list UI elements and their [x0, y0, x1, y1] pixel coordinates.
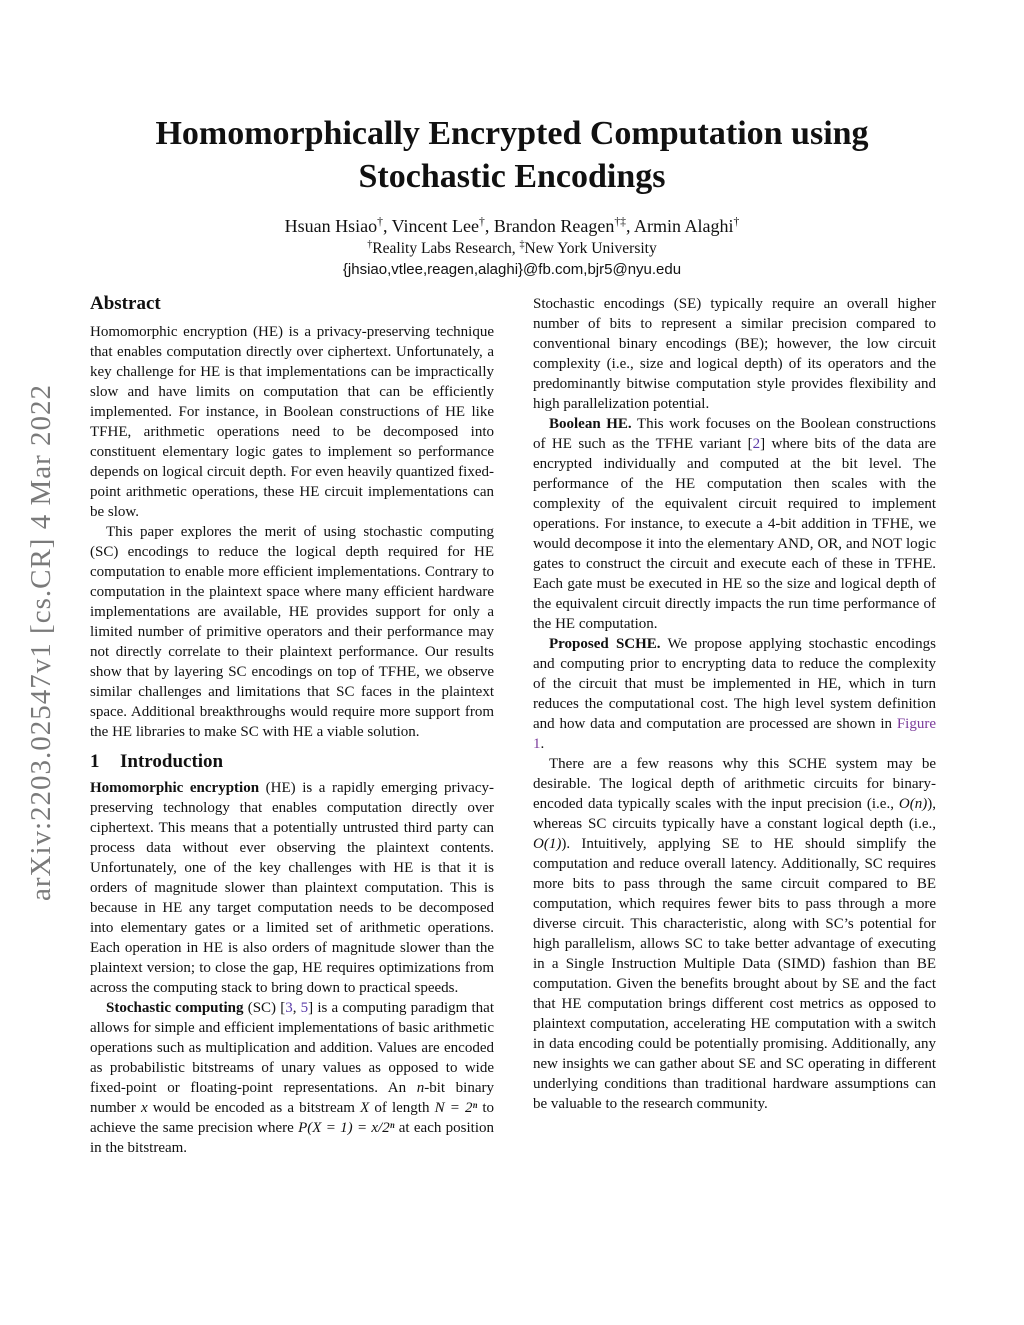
paragraph-text: ). Intuitively, applying SE to HE should simplify the computation and reduce overall latency. Additionally, SC requires more bits to pass through the same circuit compared to BE computation, which requires fewer bits to pass through a more diverse circuit. This characteristic, along with SC’s potential for high parallelism, allows SC to take better advantage of executing in a Single Instruction Multiple Data (SIMD) fashion than BE computation. Given the benefits brought about by SE and the fact that HE computation brings different cost metrics as opposed to plaintext computation, accelerating HE computation with a switch in data encoding could be potentially promising. Additionally, any new insights we can gather about SE and SC operating in different underlying conditions than traditional hardware assumptions can be valuable to the research community.: [533, 836, 936, 1112]
author-emails: {jhsiao,vtlee,reagen,alaghi}@fb.com,bjr5@nyu.edu: [342, 261, 682, 278]
run-in-heading: Homomorphic encryption: [90, 780, 260, 796]
title-line-2: Stochastic Encodings: [358, 158, 666, 195]
right-paragraph-1: Stochastic encodings (SE) typically require an overall higher number of bits to represent a similar precision compared to conventional binary encodings (BE); however, the low circuit complexity (i.e., size and logical depth) of its operators and the predominantly bitwise computation style provides flexibility and high parallelization potential.: [533, 296, 936, 412]
right-paragraph-2: [533, 414, 936, 634]
author-affiliation-mark: †: [733, 215, 740, 228]
author-name: Hsuan Hsiao: [284, 216, 378, 236]
introduction-heading: [90, 750, 494, 774]
affiliation-separator: ,: [511, 240, 520, 257]
paragraph-text: at each position in the bitstream.: [90, 1120, 495, 1156]
paragraph-text: There are a few reasons why this SCHE system may be desirable. The logical depth of arithmetic circuits for binary-encoded data typically scales with the input precision (i.e.,: [533, 756, 936, 812]
author-name: Brandon Reagen: [493, 216, 615, 236]
citation-separator: ,: [292, 1000, 301, 1016]
paragraph-text: ] where bits of the data are encrypted individually and computed at the bit level. The performance of the HE computation then scales with the complexity of the equivalent circuit required to implement operations. For instance, to execute a 4-bit addition in TFHE, we would decompose it into the elementary AND, OR, and NOT logic gates to construct the circuit and execute each of these in TFHE. Each gate must be executed in HE so the size and logical depth of the equivalent circuit directly impacts the run time performance of the HE computation.: [533, 436, 936, 632]
author-affiliation-mark: †: [377, 215, 383, 228]
paragraph-text: ), whereas SC circuits typically have a constant logical depth (i.e.,: [533, 796, 936, 832]
author-name: Armin Alaghi: [634, 216, 734, 236]
math-equation: P(X = 1) = x/2ⁿ: [298, 1120, 395, 1136]
section-number: 1: [90, 751, 100, 772]
run-in-heading: Proposed SCHE.: [549, 636, 661, 652]
abstract-paragraph-2: This paper explores the merit of using stochastic computing (SC) encodings to reduce the logical depth required for HE computation to enable more efficient implementations. Contrary to computation in the plaintext space where many efficient hardware implementations are available, HE provides support for only a limited number of primitive operators and their performance may not directly correlate to their plaintext performance. Our results show that by layering SC encodings on top of TFHE, we observe similar challenges and limitations that SC faces in the plaintext space. Additional breakthroughs would require more support from the HE libraries to make SC with HE a viable solution.: [90, 524, 494, 740]
run-in-heading: Boolean HE.: [549, 416, 632, 432]
arxiv-id-label: arXiv:2203.02547v1 [cs.CR] 4 Mar 2022: [25, 383, 58, 902]
intro-paragraph-1: [90, 778, 494, 998]
abstract-heading: Abstract: [90, 293, 161, 314]
section-title: Introduction: [120, 751, 224, 772]
affiliation-list: [60, 239, 964, 259]
affiliation-mark: †: [367, 238, 373, 250]
paragraph-text: would be encoded as a bitstream: [147, 1100, 361, 1116]
math-equation: N = 2ⁿ: [434, 1100, 478, 1116]
paragraph-text: ] is a computing paradigm that allows for simple and efficient implementations of basic arithmetic operations such as multiplication and addition. Values are encoded as probabilistic bitstreams of unary values as opposed to wide fixed-point or floating-point representations. An: [90, 1000, 494, 1096]
author-separator: ,: [484, 216, 494, 236]
math-variable: n: [416, 1080, 425, 1096]
author-affiliation-mark: †‡: [614, 215, 627, 228]
citation-link[interactable]: 3: [285, 1000, 293, 1016]
abstract-paragraph-1: Homomorphic encryption (HE) is a privacy-preserving technique that enables computation directly over ciphertext. Unfortunately, a key challenge for HE is that implementations can be impractically slow and have limits on computation that can be efficiently implemented. For instance, in Boolean constructions of HE like TFHE, arithmetic operations need to be decomposed into constituent elementary logic gates to implement so performance depends on logical circuit depth. For even heavily quantized fixed-point arithmetic operations, these HE circuit implementations can be slow.: [90, 324, 494, 520]
paragraph-text: (HE) is a rapidly emerging privacy-preserving technology that enables computation directly over ciphertext. This means that a potentially untrusted third party can process data without ever observing the plaintext contents. Unfortunately, one of the key challenges with HE is that it is orders of magnitude slower than plaintext computation. This is because in HE any target computation needs to be decomposed into elementary gates or a limited set of arithmetic operations. Each operation in HE is also orders of magnitude slower than the plaintext version; to close the gap, HE requires optimizations from across the computing stack to bring down to practical speeds.: [90, 780, 494, 996]
math-variable: X: [360, 1100, 370, 1116]
author-separator: ,: [382, 216, 392, 236]
paragraph-text: of length: [369, 1100, 435, 1116]
author-name: Vincent Lee: [391, 216, 480, 236]
author-list: [60, 214, 964, 238]
run-in-heading: Stochastic computing: [106, 1000, 244, 1016]
right-paragraph-3: [533, 634, 936, 754]
paragraph-text: This work focuses on the Boolean constructions of HE such as the TFHE variant [: [533, 416, 936, 452]
math-expression: O(1): [533, 836, 562, 852]
intro-paragraph-2: [90, 998, 494, 1158]
arxiv-sidebar-stamp: [12, 355, 72, 930]
title-line-1: Homomorphically Encrypted Computation using: [155, 115, 869, 152]
figure-link[interactable]: Figure 1: [533, 716, 936, 752]
paragraph-text: (SC) [: [243, 1000, 286, 1016]
author-separator: ,: [626, 216, 635, 236]
paragraph-text: -bit binary number: [90, 1080, 494, 1116]
paragraph-text: to achieve the same precision where: [90, 1100, 494, 1136]
left-column: [90, 292, 494, 1158]
math-variable: x: [140, 1100, 148, 1116]
right-column: [533, 294, 936, 1114]
affiliation-mark: ‡: [519, 238, 525, 250]
right-paragraph-4: [533, 754, 936, 1114]
affiliation-name: New York University: [524, 240, 657, 257]
paper-title: [60, 112, 964, 198]
paragraph-text: .: [540, 736, 545, 752]
paragraph-text: We propose applying stochastic encodings and computing prior to encrypting data to reduce the complexity of the circuit that must be implemented in HE, which in turn reduces the computational cost. The high level system definition and how data and computation are processed are shown in: [533, 636, 937, 732]
citation-link[interactable]: 5: [300, 1000, 309, 1016]
citation-link[interactable]: 2: [752, 436, 761, 452]
author-affiliation-mark: †: [479, 215, 485, 228]
math-expression: O(n): [898, 796, 928, 812]
affiliation-name: Reality Labs Research: [372, 240, 512, 257]
